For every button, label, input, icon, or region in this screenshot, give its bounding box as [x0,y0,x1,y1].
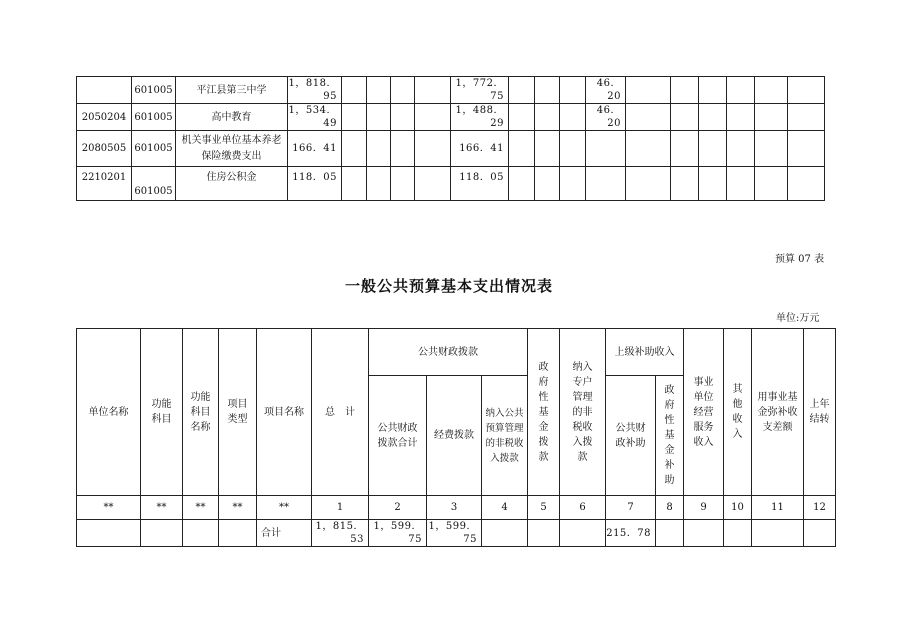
header-other [724,329,752,496]
index-cell: 7 [606,496,656,520]
continuation-table [76,76,825,201]
index-cell: 11 [752,496,804,520]
amount-cell [586,167,626,201]
header-total: 总 计 [312,329,369,496]
item-name-cell: 平江县第三中学 [176,77,288,104]
index-cell: ** [141,496,183,520]
func-code-cell: 2050204 [77,104,132,131]
header-pf-nontax [482,376,528,496]
header-func-subject [141,329,183,496]
budget-expenditure-table [76,328,836,547]
index-cell: ** [183,496,219,520]
index-cell: 10 [724,496,752,520]
unit-code-cell: 601005 [132,104,176,131]
index-cell: 2 [369,496,427,520]
header-func-subject-text: 功能科目 [151,399,172,425]
total-cell: 1，818．95 [288,77,342,104]
page-title: 一般公共预算基本支出情况表 [344,277,553,295]
header-sup-public-text: 公共财政补助 [615,422,646,449]
index-cell: 6 [560,496,606,520]
pf-total-value: 1，599．75 [369,520,427,547]
index-cell: 1 [312,496,369,520]
amount-cell: 46．20 [586,104,626,131]
form-number: 预算 07 表 [775,254,825,265]
index-cell: 3 [427,496,482,520]
index-cell: ** [219,496,257,520]
header-row [77,329,836,376]
index-cell: 8 [656,496,684,520]
index-row [77,496,836,520]
total-value: 1，815．53 [312,520,369,547]
func-code-cell: 2080505 [77,131,132,167]
index-cell: ** [77,496,141,520]
pf-expense-value: 1，599．75 [427,520,482,547]
header-carryover [804,329,836,496]
header-unit-name: 单位名称 [77,329,141,496]
table-row [77,167,825,201]
index-cell: 4 [482,496,528,520]
header-sup-gov-fund [656,376,684,496]
header-gov-fund [528,329,560,496]
amount-cell: 46．20 [586,77,626,104]
header-fund-cover-text: 用事业基金弥补收支差额 [757,391,798,433]
total-cell: 166．41 [288,131,342,167]
item-name-text: 机关事业单位基本养老保险缴费支出 [181,134,282,162]
header-project-type [219,329,257,496]
total-row [77,520,836,547]
amount-cell: 1，772．75 [451,77,509,104]
header-carryover-text: 上年结转 [809,399,830,425]
sup-public-value: 215．78 [606,520,656,547]
total-cell: 1，534．49 [288,104,342,131]
header-project-type-text: 项目类型 [227,399,248,425]
index-cell: 12 [804,496,836,520]
header-other-text: 其他收入 [732,384,743,440]
header-sup-gov-fund-text: 政府性基金补助 [664,385,675,486]
amount-cell: 118．05 [451,167,509,201]
unit-code-cell: 601005 [132,131,176,167]
unit-code-cell: 601005 [132,77,176,104]
header-public-finance: 公共财政拨款 [369,329,528,376]
table-row [77,104,825,131]
amount-cell: 166．41 [451,131,509,167]
header-pf-expense: 经费拨款 [427,376,482,496]
header-pf-nontax-text: 纳入公共预算管理的非税收入拨款 [485,407,524,464]
header-business [684,329,724,496]
total-label: 合计 [257,520,312,547]
index-cell: 5 [528,496,560,520]
func-code-cell [77,77,132,104]
header-business-text: 事业单位经营服务收入 [693,376,714,448]
header-superior: 上级补助收入 [606,329,684,376]
header-fund-cover [752,329,804,496]
index-cell: 9 [684,496,724,520]
amount-cell [586,131,626,167]
table-row [77,131,825,167]
header-gov-fund-text: 政府性基金拨款 [538,361,549,463]
header-sup-public [606,376,656,496]
header-func-subject-name-text: 功能科目名称 [190,391,211,433]
total-cell: 118．05 [288,167,342,201]
item-name-cell: 住房公积金 [176,167,288,201]
amount-cell: 1，488．29 [451,104,509,131]
header-special-nontax-text: 纳入专户管理的非税收入拨款 [572,361,593,463]
header-project-name: 项目名称 [257,329,312,496]
header-pf-total [369,376,427,496]
header-special-nontax [560,329,606,496]
header-pf-total-text: 公共财政拨款合计 [377,422,418,449]
item-name-cell: 高中教育 [176,104,288,131]
unit-code-cell: 601005 [132,167,176,201]
item-name-cell [176,131,288,167]
func-code-cell: 2210201 [77,167,132,201]
unit-label: 单位:万元 [776,313,820,324]
index-cell: ** [257,496,312,520]
table-row [77,77,825,104]
header-func-subject-name [183,329,219,496]
